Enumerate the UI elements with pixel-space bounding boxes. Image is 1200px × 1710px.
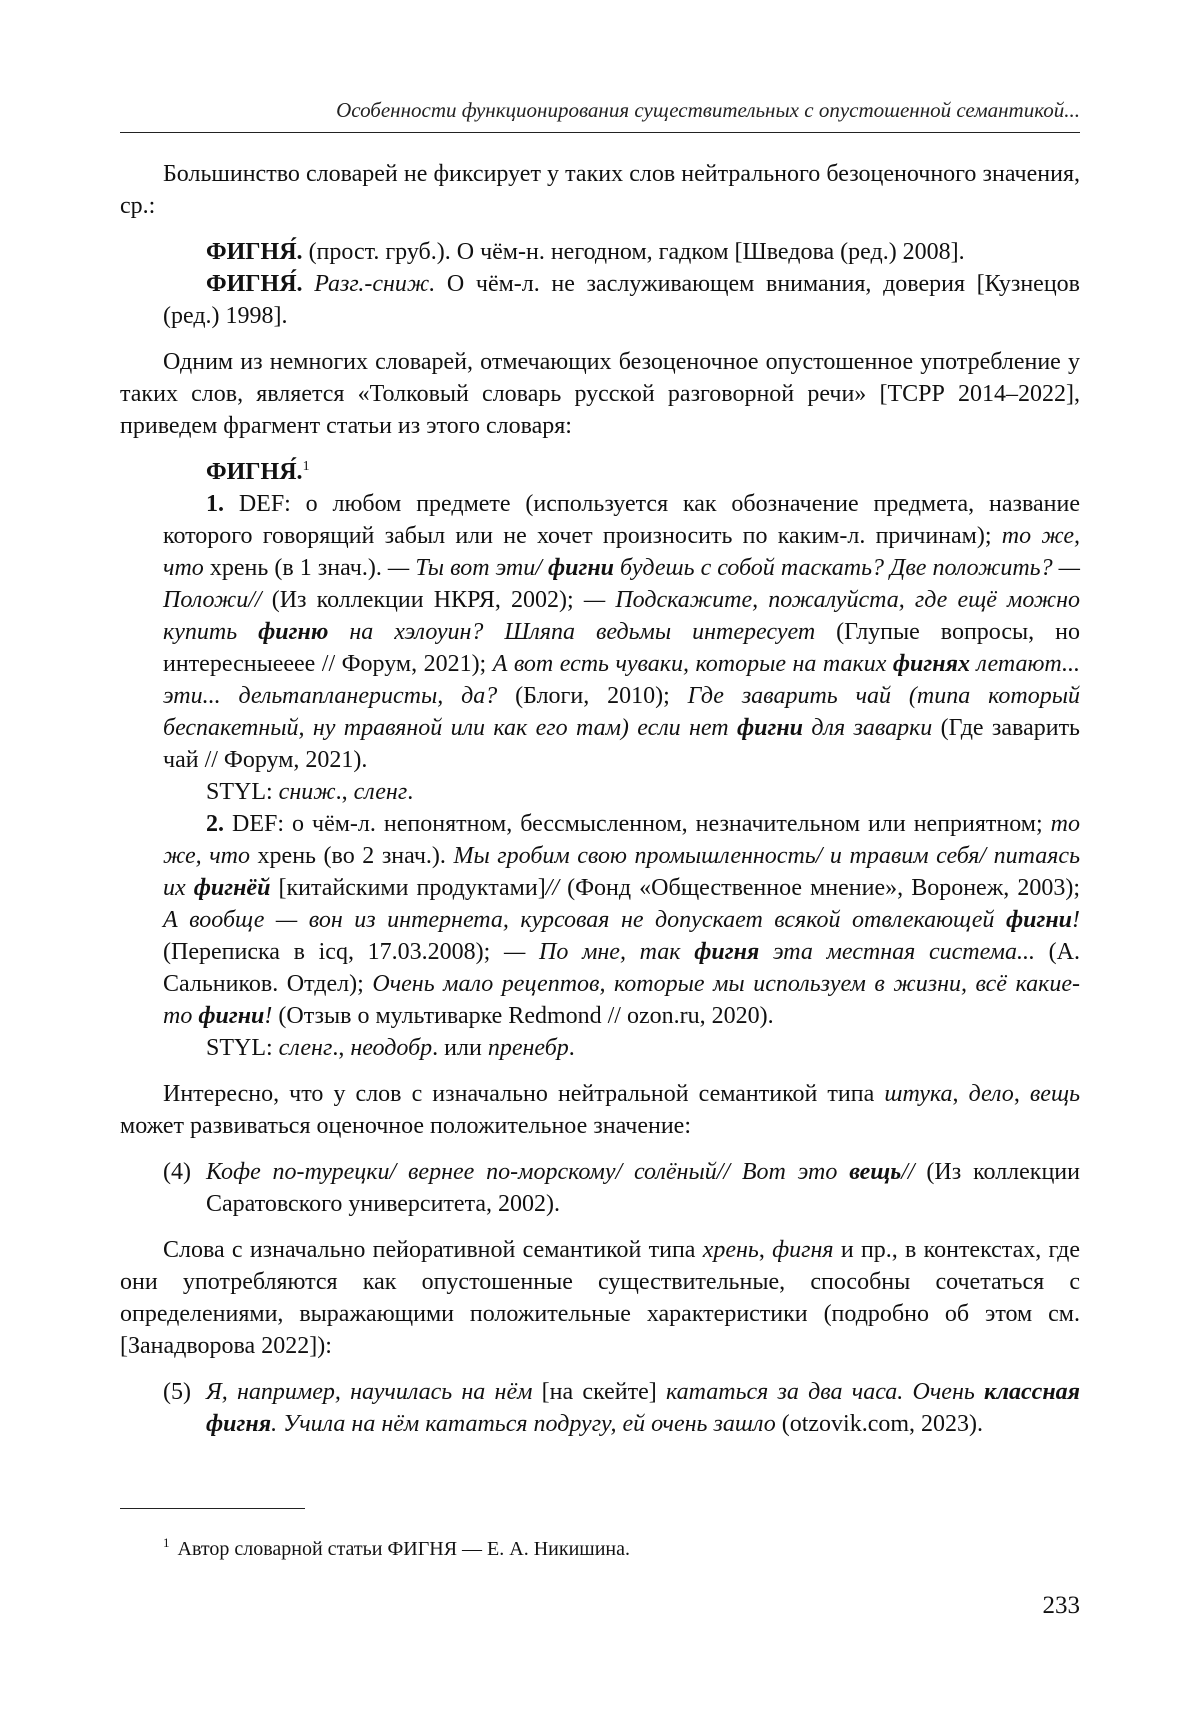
text-run: неодобр: [350, 1035, 433, 1061]
quote-text: (прост. груб.). О чём-н. негодном, гадком [Шведова (ред.) 2008].: [302, 239, 965, 265]
text-run: ,: [952, 1081, 969, 1107]
entry-style-1: [120, 776, 1080, 808]
text-run: хрень (во 2 знач.).: [250, 843, 454, 869]
sense-number: 1.: [206, 491, 224, 517]
text-run: (Глупые вопросы, но интересныееее // Форум, 2021);: [163, 619, 1081, 677]
sense-2-text: [163, 811, 1080, 1029]
text-run: штука: [884, 1081, 953, 1107]
text-run: Интересно, что у слов с изначально нейтральной семантикой типа: [163, 1081, 885, 1107]
quote-label: Разг.-сниж.: [302, 271, 436, 297]
text-run: может развиваться оценочное положительное значение:: [120, 1113, 691, 1139]
quote-shvedova: [120, 236, 1080, 268]
text-run: !: [264, 1003, 273, 1029]
paragraph-1: Большинство словарей не фиксирует у таких слов нейтрального безоценочного значения, ср.:: [120, 161, 1080, 219]
text-run: Я, например, научилась на нём: [206, 1379, 533, 1405]
running-head: Особенности функционирования существительных с опустошенной семантикой...: [336, 98, 1080, 122]
text-run: фигни: [736, 715, 804, 741]
entry-sense-2: [120, 808, 1080, 1032]
footnote-marker: 1: [302, 459, 310, 474]
text-run: фигня: [694, 939, 760, 965]
paragraph-2: Одним из немногих словарей, отмечающих безоценочное опустошенное употребление у таких слов, является «Толковый словарь русской разговорной речи» [ТСРР 2014–2022], приведем фрагмент статьи из этого словаря:: [120, 349, 1080, 439]
text-run: (otzovik.com, 2023).: [775, 1411, 984, 1437]
text-run: Кофе по-турецки/ вернее по-морскому/ солёный// Вот это: [206, 1159, 850, 1185]
text-run: (А. Сальников. Отдел);: [163, 939, 1080, 997]
text-run: — Подскажите, пожалуйста, где ещё можно купить: [163, 587, 1080, 645]
text-run: — Ты вот эти/: [387, 555, 548, 581]
text-run: ,: [1013, 1081, 1030, 1107]
entry-sense-1: [120, 488, 1080, 776]
text-run: .,: [335, 779, 354, 805]
footnote: [163, 1535, 1063, 1561]
text-run: фигню: [258, 619, 329, 645]
text-run: Очень мало рецептов, которые мы используем в жизни, всё какие-то: [163, 971, 1080, 1029]
text-run: DEF: о чём-л. непонятном, бессмысленном, незначительном или неприятном;: [224, 811, 1051, 837]
text-run: вещь: [849, 1159, 902, 1185]
example-4: [120, 1156, 1080, 1220]
text-run: .: [407, 779, 414, 805]
header-rule: [120, 132, 1080, 133]
text-run: фигнёй: [193, 875, 271, 901]
text-run: дело: [968, 1081, 1014, 1107]
text-run: Мы гробим свою промышленность/ и травим себя/ питаясь их: [163, 843, 1080, 901]
entry-headword: [120, 456, 1080, 488]
text-run: — По мне, так: [504, 939, 695, 965]
text-run: классная фигня: [206, 1379, 1080, 1437]
quote-headword: ФИГНЯ́.: [206, 239, 303, 265]
text-run: .: [568, 1035, 575, 1061]
text-run: кататься за два часа. Очень: [666, 1379, 985, 1405]
paragraph-3: [120, 1078, 1080, 1142]
text-run: то же, что: [163, 811, 1080, 869]
example-5: [120, 1376, 1080, 1440]
quote-kuznetsov: [120, 268, 1080, 332]
footnote-number: 1: [163, 1535, 170, 1551]
text-run: Слова с изначально пейоративной семантикой типа: [163, 1237, 703, 1263]
text-run: STYL:: [206, 779, 279, 805]
text-run: .,: [332, 1035, 351, 1061]
page-body: [120, 158, 1080, 1454]
text-run: //: [545, 875, 560, 901]
example-text: [206, 1376, 1080, 1440]
dictionary-quotes: [120, 236, 1080, 332]
text-run: (Где заварить чай // Форум, 2021).: [163, 715, 1080, 773]
text-run: сниж: [278, 779, 336, 805]
text-run: [китайскими продуктами]: [270, 875, 546, 901]
text-run: DEF: о любом предмете (используется как обозначение предмета, название которого говорящий забыл или не хочет произносить по каким-л. причинам);: [163, 491, 1080, 549]
text-run: сленг: [353, 779, 408, 805]
example-text: [206, 1156, 1080, 1220]
text-run: для заварки: [803, 715, 933, 741]
footnote-rule: [120, 1508, 305, 1509]
text-run: пренебр: [487, 1035, 569, 1061]
text-run: А вот есть чуваки, которые на таких: [492, 651, 893, 677]
sense-number: 2.: [206, 811, 224, 837]
text-run: !: [1072, 907, 1080, 933]
quote-headword: ФИГНЯ́.: [206, 271, 303, 297]
text-run: (Переписка в icq, 17.03.2008);: [163, 939, 505, 965]
footnote-text: Автор словарной статьи ФИГНЯ — Е. А. Никишина.: [177, 1538, 630, 1560]
example-number: (4): [163, 1159, 191, 1185]
sense-1-text: [163, 491, 1080, 773]
text-run: ,: [758, 1237, 773, 1263]
text-run: будешь с собой таскать? Две положить? — Положи//: [163, 555, 1080, 613]
text-run: STYL:: [206, 1035, 279, 1061]
text-run: (Из коллекции Саратовского университета, 2002).: [206, 1159, 1080, 1217]
text-run: (Из коллекции НКРЯ, 2002);: [261, 587, 584, 613]
example-number: (5): [163, 1379, 191, 1405]
text-run: вещь: [1029, 1081, 1080, 1107]
text-run: Где заварить чай (типа который беспакетный, ну травяной или как его там) если нет: [163, 683, 1080, 741]
page-number: 233: [1042, 1592, 1080, 1619]
text-run: //: [901, 1159, 915, 1185]
text-run: фигня: [772, 1237, 834, 1263]
text-run: и пр., в контекстах, где они употребляются как опустошенные существительные, способны сочетаться с определениями, выражающими положительные характеристики (подробно об этом см. [Занадворова 2022]):: [120, 1237, 1081, 1359]
text-run: (Отзыв о мультиварке Redmond // ozon.ru, 2020).: [272, 1003, 774, 1029]
text-run: то же, что: [163, 523, 1080, 581]
dictionary-entry: [120, 456, 1080, 1064]
entry-headword-text: ФИГНЯ́.: [206, 459, 303, 485]
text-run: на хэлоуин? Шляпа ведьмы интересует: [328, 619, 816, 645]
text-run: эта местная система...: [759, 939, 1035, 965]
paragraph-4: [120, 1234, 1080, 1362]
text-run: фигнях: [892, 651, 970, 677]
text-run: . Учила на нём кататься подругу, ей очень зашло: [271, 1411, 776, 1437]
text-run: фигни: [1005, 907, 1072, 933]
text-run: хрень (в 1 знач.).: [203, 555, 388, 581]
quote-text: О чём-л. не заслуживающем внимания, доверия [Кузнецов (ред.) 1998].: [163, 271, 1081, 329]
text-run: А вообще — вон из интернета, курсовая не допускает всякой отвлекающей: [163, 907, 1006, 933]
text-run: фигни: [198, 1003, 265, 1029]
text-run: сленг: [278, 1035, 333, 1061]
text-run: . или: [432, 1035, 488, 1061]
text-run: фигни: [547, 555, 614, 581]
text-run: [на скейте]: [532, 1379, 666, 1405]
text-run: (Фонд «Общественное мнение», Воронеж, 2003);: [559, 875, 1081, 901]
text-run: летают... эти... дельтапланеристы, да?: [163, 651, 1080, 709]
text-run: (Блоги, 2010);: [497, 683, 688, 709]
entry-style-2: [120, 1032, 1080, 1064]
text-run: хрень: [702, 1237, 759, 1263]
